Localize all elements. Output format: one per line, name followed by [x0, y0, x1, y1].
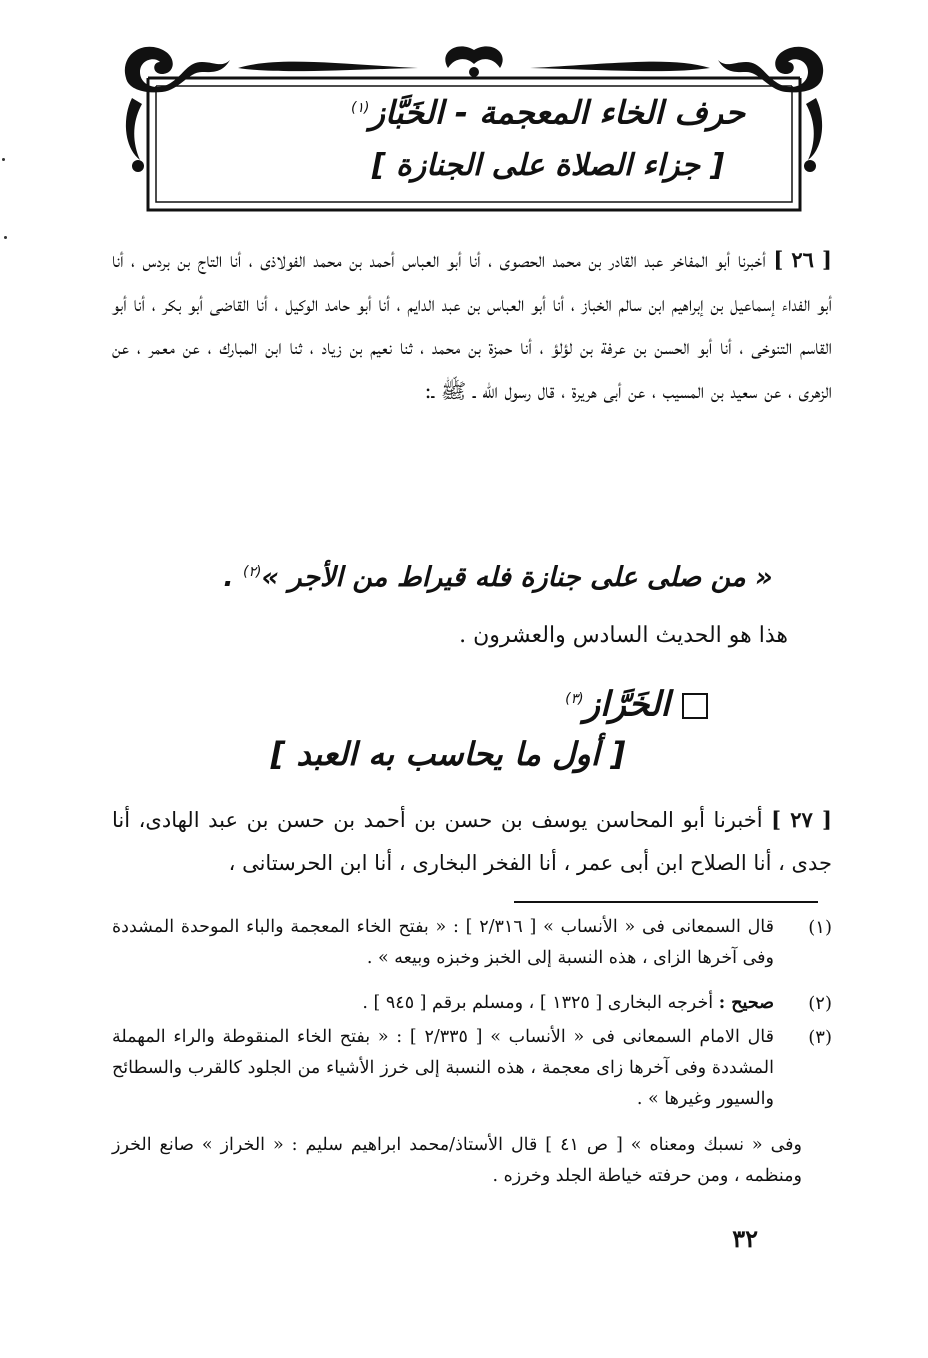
grade-label: صحيح :: [718, 993, 774, 1013]
hadith-count-note: هذا هو الحديث السادس والعشرون .: [459, 623, 788, 648]
section-subtitle: [ أول ما يحاسب به العبد ]: [270, 735, 626, 773]
footnote-text: قال الامام السمعانى فى « الأنساب » [ ٢/٣٣٥ ] : « بفتح الخاء المنقوطة والراء المهملة المشددة وفى آخرها زاى معجمة ، هذه النسبة إلى خرز الأشياء من الجلود كالقرب والسطائح والسيور وغيرها » .: [112, 1027, 774, 1109]
page-number: ٣٢: [732, 1224, 758, 1253]
hadith-quote: « من صلى على جنازة فله قيراط من الأجر »$^{(٢)}$ .: [223, 562, 773, 593]
scan-speck: [2, 158, 5, 161]
chapter-subtitle: [ جزاء الصلاة على الجنازة ]: [371, 148, 725, 183]
hadith-number: [ ٢٧ ]: [771, 807, 832, 832]
hadith-27-paragraph: [112, 798, 832, 885]
hadith-number: [ ٢٦ ]: [773, 247, 832, 272]
footnote-text: وفى « نسبك ومعناه » [ ص ٤١ ] قال الأستاذ/محمد ابراهيم سليم : « الخراز » صانع الخرز ومنظمه ، ومن حرفته خياطة الجلد وخرزه .: [112, 1135, 802, 1186]
scan-speck: [4, 236, 7, 239]
footnote-2: [112, 988, 832, 1019]
footnote-text: صحيح : أخرجه البخارى [ ١٣٢٥ ] ، ومسلم برقم [ ٩٤٥ ] .: [362, 993, 774, 1013]
hadith-text: أخبرنا أبو المحاسن يوسف بن حسن بن أحمد بن حسن بن عبد الهادى، أنا جدى ، أنا الصلاح ابن أبى عمر ، أنا الفخر البخارى ، أنا ابن الحرستانى ،: [112, 808, 832, 875]
footnote-ref-2[interactable]: (٢): [243, 564, 262, 580]
square-bullet-icon: [682, 693, 708, 719]
footnote-number: (٣): [808, 1027, 832, 1048]
hadith-26-paragraph: [112, 238, 832, 413]
footnote-ref-3[interactable]: (٣): [565, 691, 584, 707]
footnote-1: [112, 912, 832, 974]
chapter-title: حرف الخاء المعجمة - الخَبَّاز$^{(١)}$: [350, 93, 746, 132]
hadith-text: أخبرنا أبو المفاخر عبد القادر بن محمد الحصوى ، أنا أبو العباس أحمد بن محمد الفولاذى ، أنا التاج بن بردس ، أنا أبو الفداء إسماعيل بن إبراهيم ابن سالم الخباز ، أنا أبو العباس بن عبد الدايم ، أنا أبو حامد الوكيل ، أنا القاضى أبو بكر ، أنا أبو القاسم التنوخى ، أنا أبو الحسن بن عرفة بن لؤلؤ ، أنا حمزة بن محمد ، ثنا نعيم بن زياد ، ثنا ابن المبارك ، عن معمر ، عن الزهرى ، عن سعيد بن المسيب ، عن أبى هريرة ، قال رسول الله ـ ﷺ ـ:: [112, 248, 832, 403]
section-title: الخَرَّاز$^{(٣)}$: [308, 676, 708, 727]
footnote-ref-1[interactable]: (١): [350, 100, 370, 116]
footnote-number: (١): [808, 917, 832, 938]
footnote-3: [112, 1022, 832, 1115]
footnote-number: (٢): [808, 993, 832, 1014]
footnote-3-continuation: [112, 1130, 832, 1192]
footnote-text: قال السمعانى فى « الأنساب » [ ٢/٣١٦ ] : « بفتح الخاء المعجمة والباء الموحدة المشددة وفى آخرها الزاى ، هذه النسبة إلى الخبز وخبزه وبيعه » .: [112, 917, 774, 968]
footnote-divider: [514, 901, 818, 903]
